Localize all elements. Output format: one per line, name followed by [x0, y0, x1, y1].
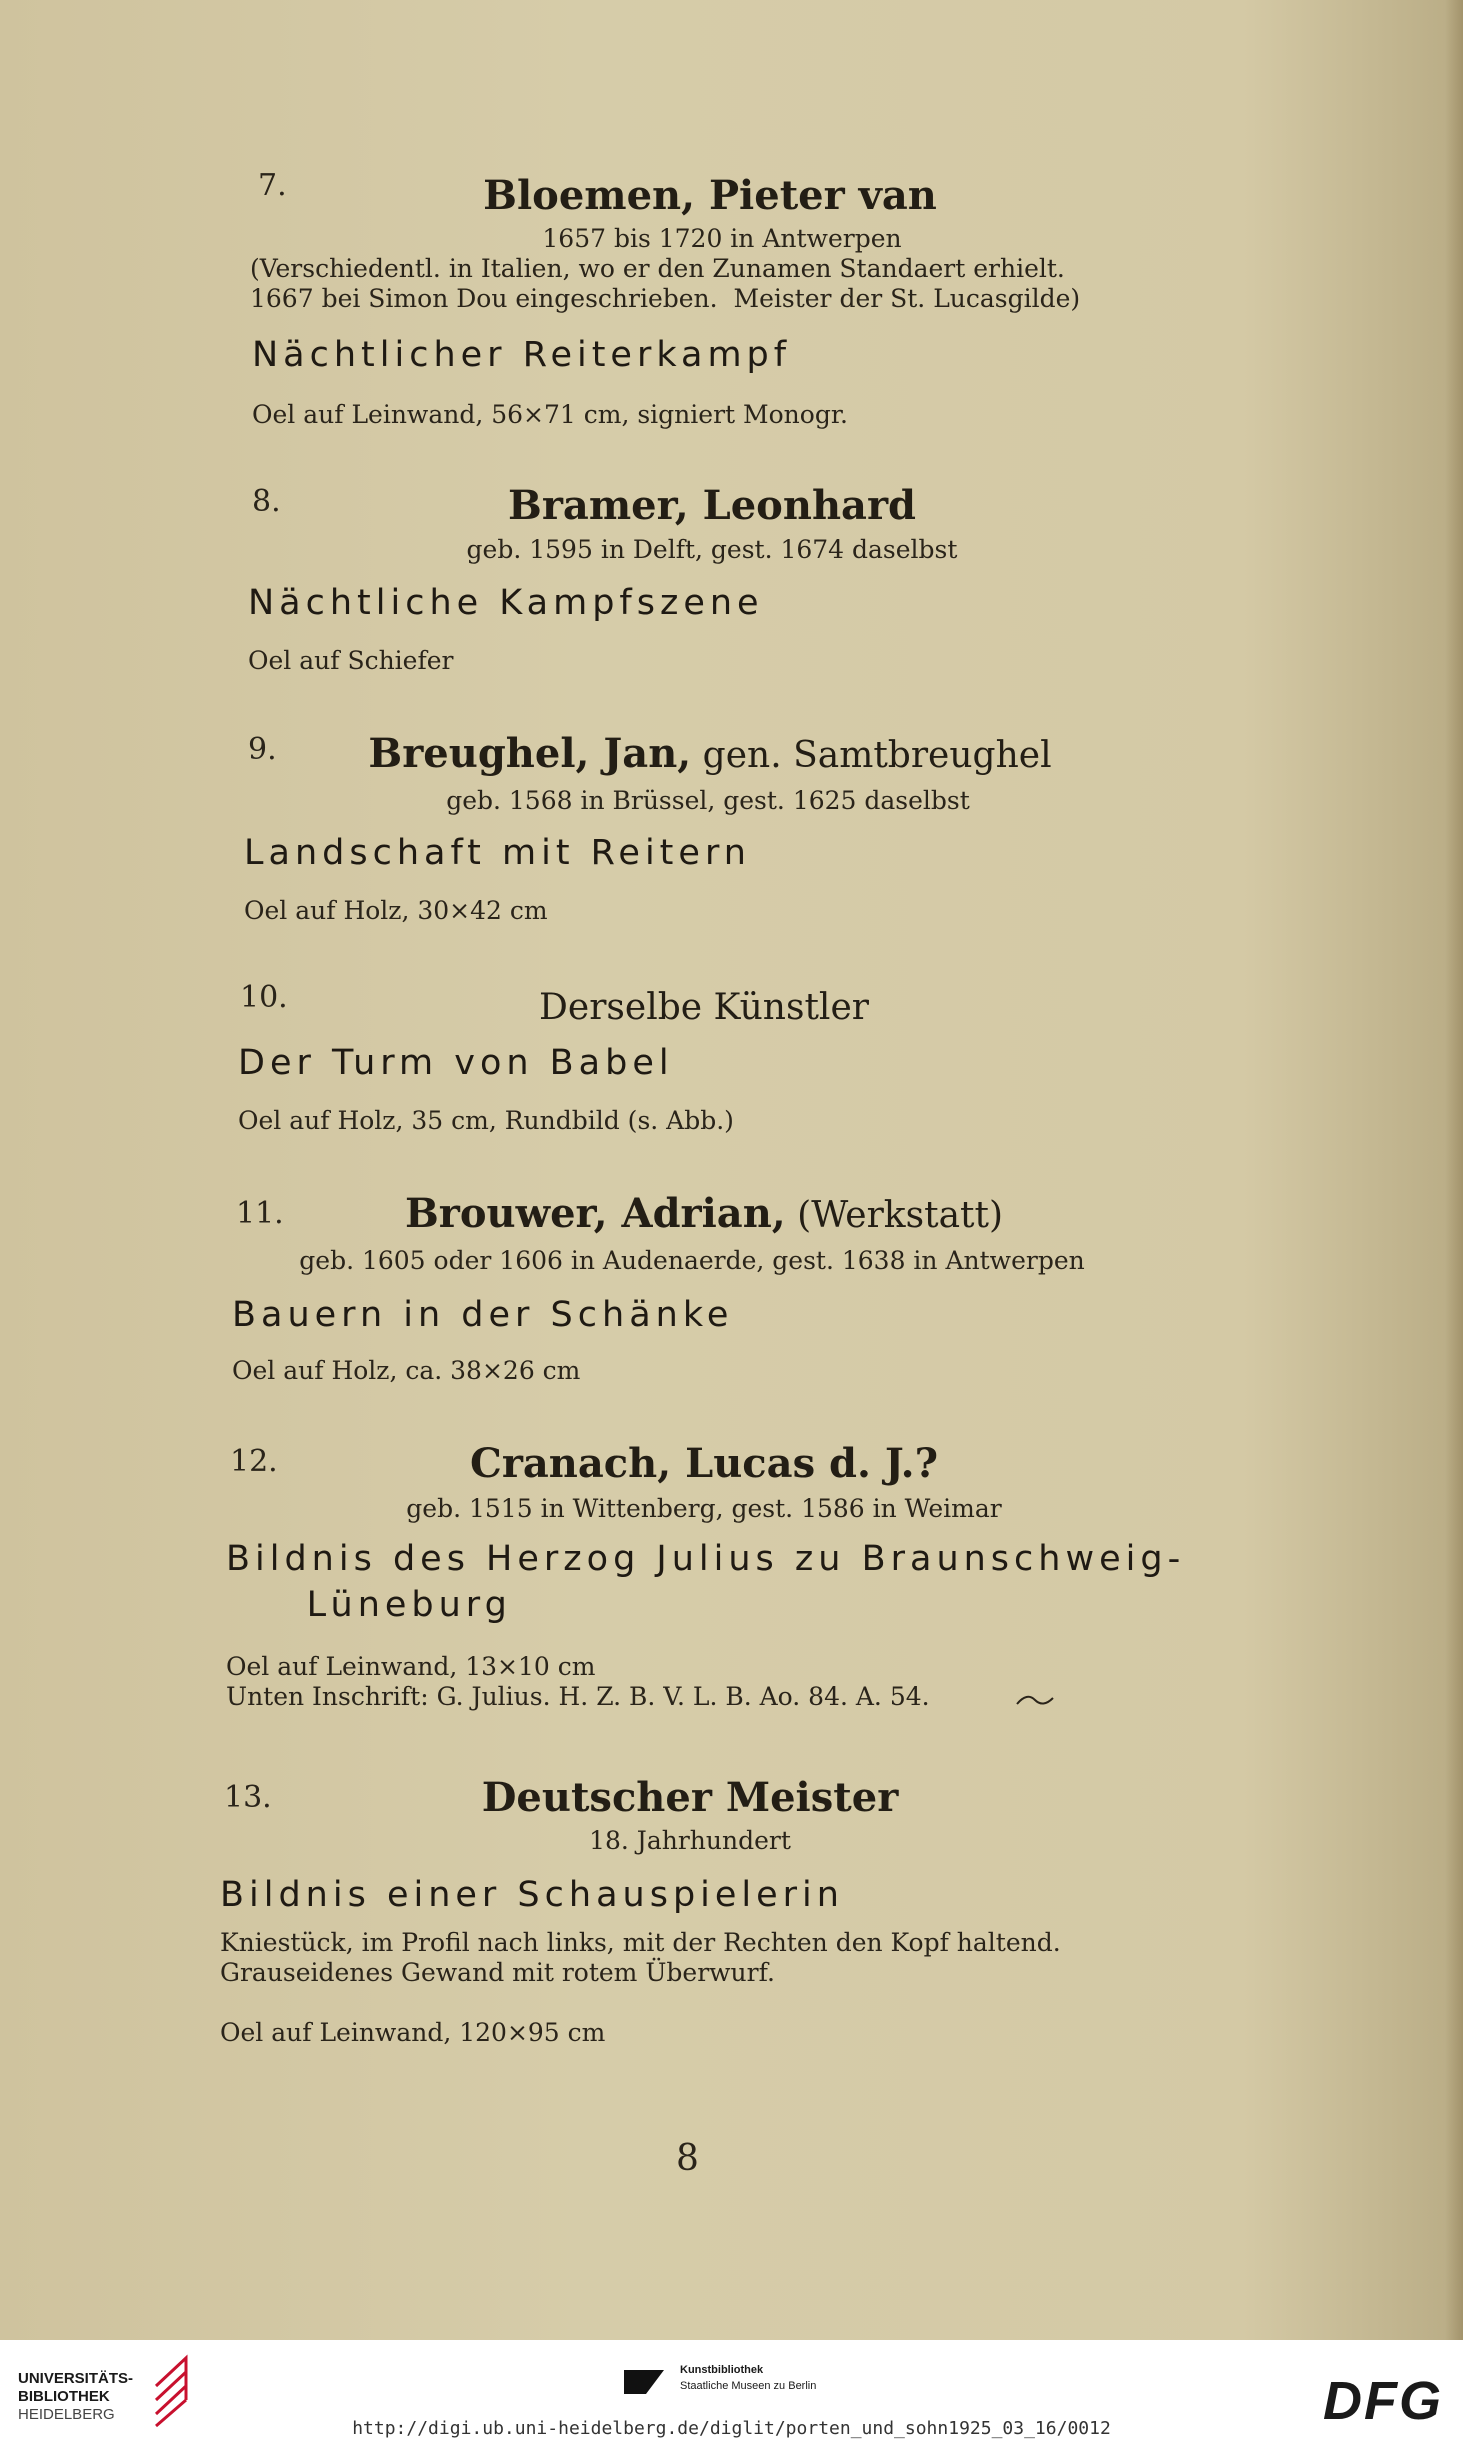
- ub-heidelberg-mark-icon: [150, 2352, 202, 2428]
- artwork-title: Landschaft mit Reitern: [244, 833, 751, 873]
- artwork-medium: Oel auf Holz, 30×42 cm: [244, 896, 548, 925]
- artist-name-main: Brouwer, Adrian,: [404, 1190, 786, 1237]
- kunstbibliothek-label: [680, 2362, 816, 2394]
- dfg-logo[interactable]: DFG: [1323, 2371, 1443, 2431]
- artist-dates: 1657 bis 1720 in Antwerpen: [542, 224, 902, 253]
- artist-name-main: Breughel, Jan,: [368, 730, 692, 777]
- artist-name: Deutscher Meister: [481, 1774, 899, 1821]
- artwork-title: Nächtliche Kampfszene: [248, 583, 764, 623]
- entry-number: 11.: [236, 1196, 284, 1231]
- artist-name: Bloemen, Pieter van: [483, 172, 937, 219]
- artist-name-suffix: (Werkstatt): [785, 1195, 1004, 1236]
- kunstbibliothek-logo-icon[interactable]: [624, 2362, 668, 2402]
- artwork-title: Bildnis einer Schauspielerin: [220, 1875, 844, 1915]
- entry-number: 13.: [224, 1780, 272, 1815]
- artwork-title: Nächtlicher Reiterkampf: [252, 335, 792, 375]
- kb-line2: Staatliche Museen zu Berlin: [680, 2380, 817, 2392]
- artist-dates: geb. 1568 in Brüssel, gest. 1625 daselbst: [446, 786, 970, 815]
- artist-dates: 18. Jahrhundert: [589, 1826, 791, 1855]
- artwork-title: Bildnis des Herzog Julius zu Braunschweig- Lüneburg: [226, 1539, 1186, 1625]
- page-number: 8: [676, 2138, 699, 2179]
- handwritten-mark-icon: [1015, 1690, 1055, 1710]
- artist-name: Bramer, Leonhard: [508, 482, 916, 529]
- ub-logo-line2: BIBLIOTHEK: [18, 2388, 110, 2405]
- artwork-medium: Oel auf Holz, ca. 38×26 cm: [232, 1356, 581, 1385]
- artist-name-suffix: Derselbe Künstler: [539, 987, 869, 1028]
- artist-dates: geb. 1595 in Delft, gest. 1674 daselbst: [466, 535, 958, 564]
- artist-name-suffix: gen. Samtbreughel: [691, 735, 1052, 776]
- entry-number: 8.: [252, 484, 281, 519]
- artist-dates: geb. 1605 oder 1606 in Audenaerde, gest. 1638 in Antwerpen: [299, 1246, 1085, 1275]
- artwork-medium: Oel auf Leinwand, 56×71 cm, signiert Monogr.: [252, 400, 848, 429]
- entry-number: 12.: [230, 1444, 278, 1479]
- entry-number: 9.: [248, 732, 277, 767]
- artwork-medium: Oel auf Schiefer: [248, 646, 454, 675]
- artist-note: (Verschiedentl. in Italien, wo er den Zunamen Standaert erhielt. 1667 bei Simon Dou eingeschrieben. Meister der St. Lucasgilde): [250, 254, 1081, 313]
- viewer-footer: [0, 2340, 1463, 2447]
- artist-name: [539, 982, 869, 1029]
- artist-name: [368, 730, 1051, 777]
- artist-name: [405, 1190, 1003, 1237]
- artwork-title: Der Turm von Babel: [238, 1043, 674, 1083]
- kb-line1: Kunstbibliothek: [680, 2364, 764, 2376]
- page-url[interactable]: http://digi.ub.uni-heidelberg.de/diglit/porten_und_sohn1925_03_16/0012: [352, 2418, 1111, 2439]
- artist-dates: geb. 1515 in Wittenberg, gest. 1586 in Weimar: [406, 1494, 1002, 1523]
- artist-name: Cranach, Lucas d. J.?: [469, 1440, 939, 1487]
- ub-logo-line3: HEIDELBERG: [18, 2406, 115, 2423]
- artwork-medium: Kniestück, im Profil nach links, mit der Rechten den Kopf haltend. Grauseidenes Gewand mit rotem Überwurf. Oel auf Leinwand, 120×95 cm: [220, 1928, 1061, 2047]
- artwork-medium: Oel auf Holz, 35 cm, Rundbild (s. Abb.): [238, 1106, 734, 1135]
- artwork-title: Bauern in der Schänke: [232, 1295, 734, 1335]
- entry-number: 10.: [240, 980, 288, 1015]
- artwork-medium: Oel auf Leinwand, 13×10 cm Unten Inschrift: G. Julius. H. Z. B. V. L. B. Ao. 84. A. 54.: [226, 1652, 930, 1711]
- ub-logo-line1: UNIVERSITÄTS-: [18, 2370, 134, 2387]
- entry-number: 7.: [258, 168, 287, 203]
- page-edge-shadow: [1445, 0, 1463, 2340]
- ub-heidelberg-logo[interactable]: [18, 2370, 133, 2424]
